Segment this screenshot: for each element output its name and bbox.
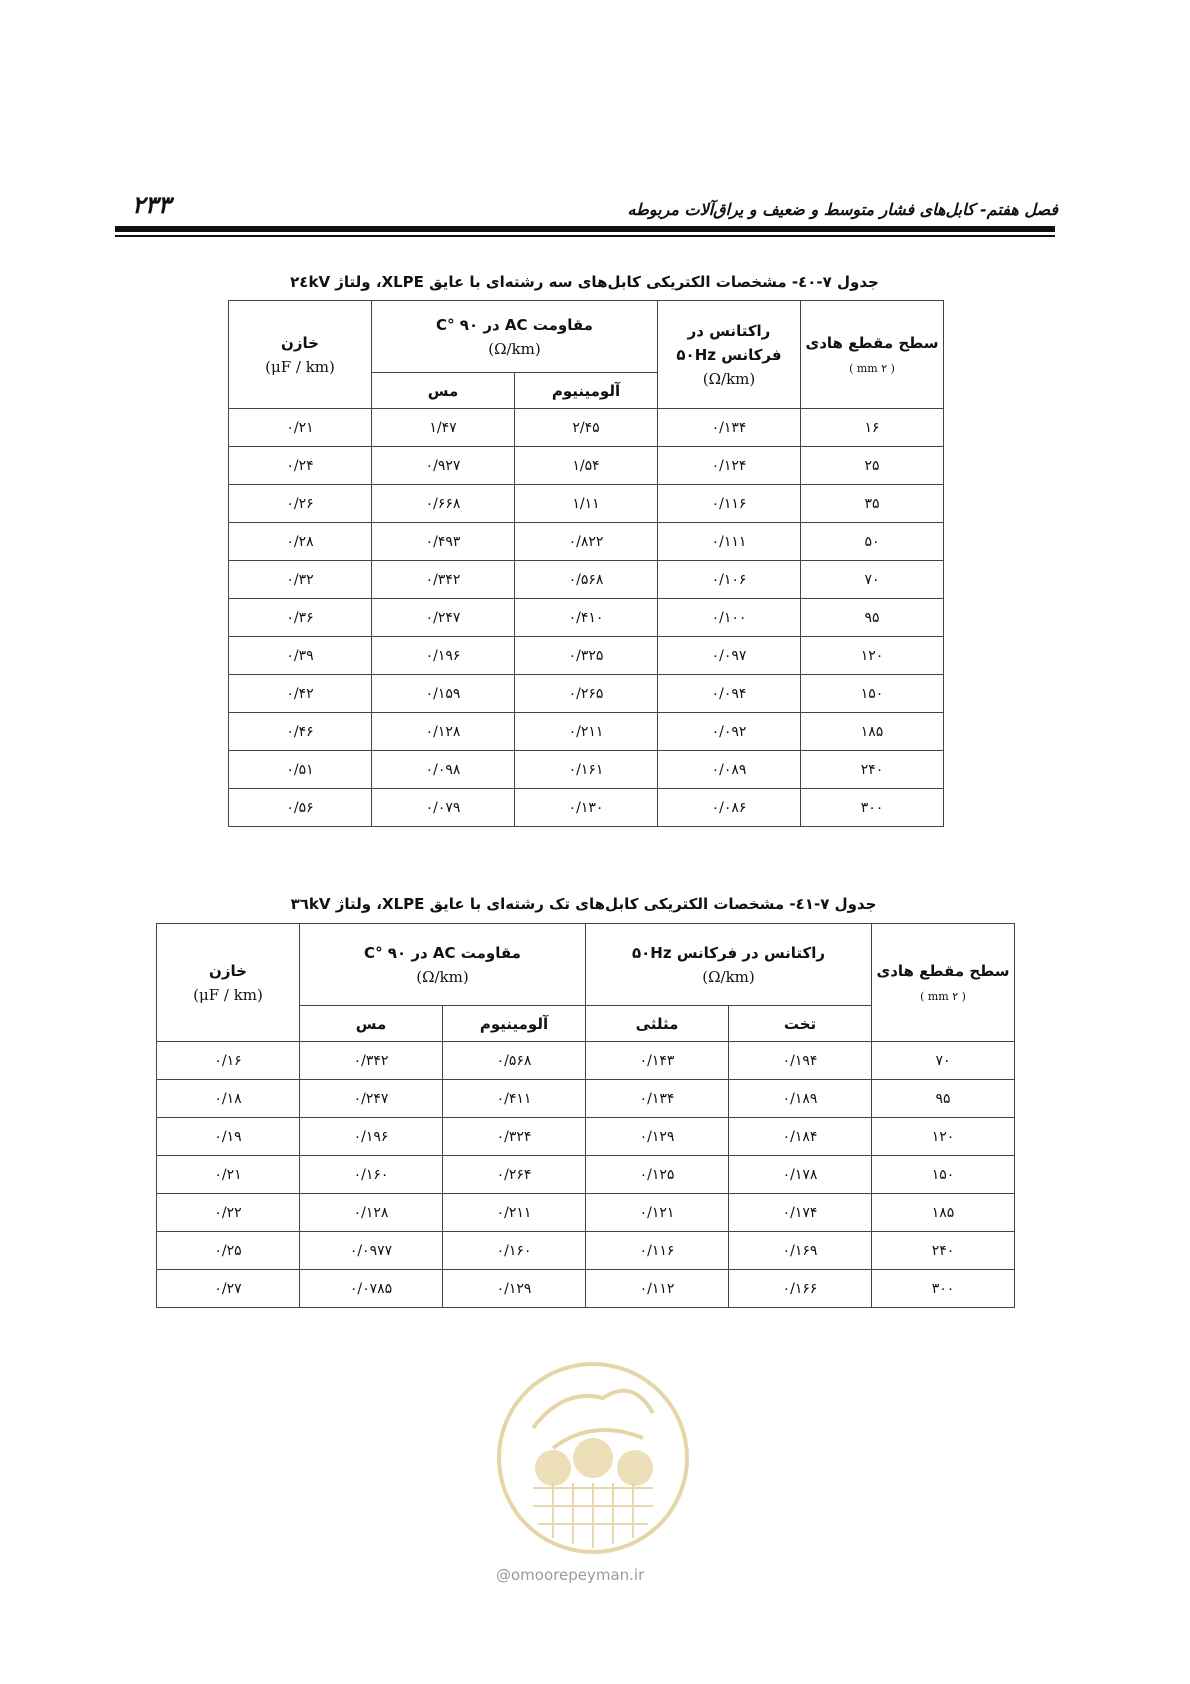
header-rule-thin: [115, 235, 1055, 237]
table-cell: ۰/۲۸: [229, 523, 372, 561]
table2: [156, 923, 1015, 1308]
table-row: [157, 1194, 1015, 1232]
watermark-url: @omoorepeyman.ir: [496, 1566, 645, 1584]
table-cell: ۲/۴۵: [515, 409, 658, 447]
t1-header-resistance: مقاومت AC در ۹۰ °C (Ω/km): [372, 301, 658, 373]
page-number: ۲۳۳: [132, 190, 171, 219]
table-cell: ۱۲۰: [801, 637, 944, 675]
t2-header-reactance: راکتانس در فرکانس ۵۰Hz (Ω/km): [586, 924, 872, 1006]
table-row: [229, 637, 944, 675]
table-cell: ۲۴۰: [872, 1232, 1015, 1270]
table-cell: ۰/۲۵: [157, 1232, 300, 1270]
table-row: [157, 1042, 1015, 1080]
table-cell: ۰/۱۶۱: [515, 751, 658, 789]
table-row: [157, 1232, 1015, 1270]
table-cell: ۰/۲۱۱: [515, 713, 658, 751]
table-cell: ۲۵: [801, 447, 944, 485]
watermark-logo: [493, 1358, 693, 1558]
table-cell: ۱۶: [801, 409, 944, 447]
table-cell: ۰/۱۶۰: [443, 1232, 586, 1270]
t2-header-flat: تخت: [729, 1006, 872, 1042]
table-cell: ۰/۳۲۵: [515, 637, 658, 675]
table-cell: ۰/۵۶: [229, 789, 372, 827]
header-rule: [115, 226, 1055, 232]
table-cell: ۰/۹۲۷: [372, 447, 515, 485]
table-cell: ۱۵۰: [801, 675, 944, 713]
table-cell: ۹۵: [872, 1080, 1015, 1118]
table-cell: ۵۰: [801, 523, 944, 561]
table-cell: ۱/۴۷: [372, 409, 515, 447]
table-cell: ۰/۱۷۴: [729, 1194, 872, 1232]
table-cell: ۰/۱۸۹: [729, 1080, 872, 1118]
table-cell: ۰/۱۳۴: [658, 409, 801, 447]
table-cell: ۰/۱۲۴: [658, 447, 801, 485]
table-cell: ۰/۱۹۴: [729, 1042, 872, 1080]
table-cell: ۰/۱۶: [157, 1042, 300, 1080]
table-row: [229, 599, 944, 637]
t1-header-aluminum: آلومینیوم: [515, 373, 658, 409]
table-row: [229, 675, 944, 713]
table-cell: ۰/۲۶: [229, 485, 372, 523]
table-cell: ۹۵: [801, 599, 944, 637]
table-cell: ۰/۱۲۵: [586, 1156, 729, 1194]
table-row: [229, 409, 944, 447]
table-cell: ۰/۰۸۹: [658, 751, 801, 789]
table-cell: ۰/۱۱۶: [586, 1232, 729, 1270]
table-row: [229, 523, 944, 561]
table-cell: ۰/۱۲۸: [300, 1194, 443, 1232]
table-cell: ۰/۰۷۸۵: [300, 1270, 443, 1308]
table1-caption: جدول ۷-٤٠- مشخصات الکتریکی کابل‌های سه رشته‌ای با عایق XLPE، ولتاژ ٢٤kV: [290, 273, 879, 291]
table-row: [229, 751, 944, 789]
chapter-title: فصل هفتم- کابل‌های فشار متوسط و ضعیف و یراق‌آلات مربوطه: [627, 200, 1058, 219]
table-row: [157, 1270, 1015, 1308]
table-cell: ۰/۴۲: [229, 675, 372, 713]
t2-header-copper: مس: [300, 1006, 443, 1042]
table-cell: ۰/۰۸۶: [658, 789, 801, 827]
table-cell: ۰/۰۹۷۷: [300, 1232, 443, 1270]
table-cell: ۰/۱۷۸: [729, 1156, 872, 1194]
table-cell: ۰/۶۶۸: [372, 485, 515, 523]
table-cell: ۰/۱۶۰: [300, 1156, 443, 1194]
table-cell: ۰/۴۱۰: [515, 599, 658, 637]
table-cell: ۰/۲۴۷: [300, 1080, 443, 1118]
table-row: [229, 789, 944, 827]
table-row: [157, 1156, 1015, 1194]
table-cell: ۰/۲۱۱: [443, 1194, 586, 1232]
table-cell: ۰/۱۰۶: [658, 561, 801, 599]
table-cell: ۰/۱۱۱: [658, 523, 801, 561]
table-cell: ۰/۵۶۸: [443, 1042, 586, 1080]
table-row: [229, 561, 944, 599]
table-cell: ۰/۲۴۷: [372, 599, 515, 637]
table-cell: ۰/۱۹۶: [300, 1118, 443, 1156]
table-cell: ۰/۱۲۹: [443, 1270, 586, 1308]
table-cell: ۳۰۰: [872, 1270, 1015, 1308]
table-cell: ۰/۱۲۹: [586, 1118, 729, 1156]
table-cell: ۰/۳۹: [229, 637, 372, 675]
table-cell: ۰/۵۱: [229, 751, 372, 789]
table-cell: ۰/۰۹۲: [658, 713, 801, 751]
table-cell: ۱۵۰: [872, 1156, 1015, 1194]
table2-caption: جدول ۷-٤١- مشخصات الکتریکی کابل‌های تک رشته‌ای با عایق XLPE، ولتاژ ٣٦kV: [290, 895, 877, 913]
table-cell: ۰/۵۶۸: [515, 561, 658, 599]
table-cell: ۱۸۵: [801, 713, 944, 751]
table-cell: ۱/۱۱: [515, 485, 658, 523]
table-cell: ۰/۲۷: [157, 1270, 300, 1308]
table-cell: ۰/۱۲۱: [586, 1194, 729, 1232]
t2-header-capacitance: خازن (μF / km): [157, 924, 300, 1042]
table-cell: ۰/۰۹۴: [658, 675, 801, 713]
table-cell: ۲۴۰: [801, 751, 944, 789]
table-cell: ۰/۳۴۲: [372, 561, 515, 599]
t1-header-cross-section: سطح مقطع هادی ( mm ۲ ): [801, 301, 944, 409]
table-cell: ۱۲۰: [872, 1118, 1015, 1156]
table-cell: ۰/۱۶۶: [729, 1270, 872, 1308]
table-cell: ۰/۲۶۴: [443, 1156, 586, 1194]
table-cell: ۰/۱۰۰: [658, 599, 801, 637]
t2-header-cross-section: سطح مقطع هادی ( mm ۲ ): [872, 924, 1015, 1042]
table-cell: ۰/۱۸: [157, 1080, 300, 1118]
table-cell: ۰/۰۹۸: [372, 751, 515, 789]
t2-header-trefoil: مثلثی: [586, 1006, 729, 1042]
table-cell: ۰/۳۶: [229, 599, 372, 637]
table-cell: ۰/۲۶۵: [515, 675, 658, 713]
table-cell: ۰/۸۲۲: [515, 523, 658, 561]
table-cell: ۱۸۵: [872, 1194, 1015, 1232]
table-cell: ۰/۱۹۶: [372, 637, 515, 675]
table-cell: ۰/۱۴۳: [586, 1042, 729, 1080]
table-cell: ۰/۴۹۳: [372, 523, 515, 561]
table-cell: ۰/۲۱: [229, 409, 372, 447]
table-cell: ۳۵: [801, 485, 944, 523]
table-cell: ۱/۵۴: [515, 447, 658, 485]
table-cell: ۷۰: [872, 1042, 1015, 1080]
table-cell: ۰/۱۳۰: [515, 789, 658, 827]
table-cell: ۰/۱۶۹: [729, 1232, 872, 1270]
table-cell: ۰/۱۹: [157, 1118, 300, 1156]
table-cell: ۰/۳۲۴: [443, 1118, 586, 1156]
table-cell: ۰/۱۱۲: [586, 1270, 729, 1308]
t2-header-resistance: مقاومت AC در ۹۰ °C (Ω/km): [300, 924, 586, 1006]
table-row: [229, 713, 944, 751]
table-cell: ۰/۱۸۴: [729, 1118, 872, 1156]
table-cell: ۳۰۰: [801, 789, 944, 827]
t2-header-aluminum: آلومینیوم: [443, 1006, 586, 1042]
t1-header-copper: مس: [372, 373, 515, 409]
table-row: [229, 447, 944, 485]
t1-header-capacitance: خازن (μF / km): [229, 301, 372, 409]
table-cell: ۰/۲۱: [157, 1156, 300, 1194]
table-row: [157, 1118, 1015, 1156]
table-row: [157, 1080, 1015, 1118]
table1: [228, 300, 944, 827]
table-cell: ۰/۳۲: [229, 561, 372, 599]
table-cell: ۰/۱۳۴: [586, 1080, 729, 1118]
table-cell: ۰/۴۶: [229, 713, 372, 751]
t1-header-reactance: راکتانس در فرکانس ۵۰Hz (Ω/km): [658, 301, 801, 409]
table-cell: ۷۰: [801, 561, 944, 599]
table-cell: ۰/۴۱۱: [443, 1080, 586, 1118]
table-row: [229, 485, 944, 523]
table-cell: ۰/۰۹۷: [658, 637, 801, 675]
table-cell: ۰/۱۱۶: [658, 485, 801, 523]
table-cell: ۰/۱۵۹: [372, 675, 515, 713]
table-cell: ۰/۳۴۲: [300, 1042, 443, 1080]
table-cell: ۰/۰۷۹: [372, 789, 515, 827]
table-cell: ۰/۱۲۸: [372, 713, 515, 751]
table-cell: ۰/۲۲: [157, 1194, 300, 1232]
table-cell: ۰/۲۴: [229, 447, 372, 485]
